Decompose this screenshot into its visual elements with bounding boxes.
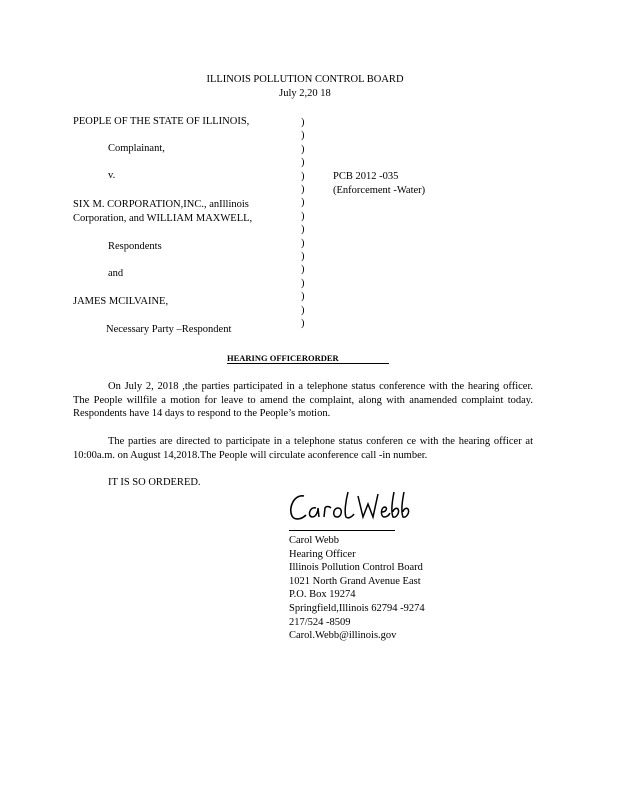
paren: ) [301, 157, 305, 169]
order-date: July 2,20 18 [279, 88, 331, 99]
versus: v. [108, 170, 116, 181]
respondent-line-1: SIX M. CORPORATION,INC., anIllinois [73, 199, 249, 210]
caption-parens [301, 116, 309, 331]
paren: ) [301, 210, 305, 222]
party-role: Necessary Party –Respondent [106, 324, 232, 335]
respondent-line-2: Corporation, and WILLIAM MAXWELL, [73, 213, 253, 224]
complainant-name: PEOPLE OF THE STATE OF ILLINOIS, [73, 116, 250, 127]
signer-organization: Illinois Pollution Control Board [289, 562, 423, 574]
paren: ) [301, 251, 305, 263]
paren: ) [301, 184, 305, 196]
signature-line [289, 530, 395, 531]
case-number: PCB 2012 -035 [333, 171, 399, 182]
and-label: and [108, 268, 124, 279]
phone-number: 217/524 -8509 [289, 616, 351, 628]
paren: ) [301, 264, 305, 276]
paren: ) [301, 197, 305, 209]
paren: ) [301, 170, 305, 182]
signature-block [289, 534, 425, 643]
paren: ) [301, 304, 305, 316]
signer-title: Hearing Officer [289, 548, 356, 560]
signer-name: Carol Webb [289, 535, 339, 546]
paren: ) [301, 117, 305, 128]
closing: IT IS SO ORDERED. [108, 477, 201, 488]
paragraph-1: On July 2, 2018 ,the parties participated in a telephone status conference with the hearing officer. The People willfile a motion for leave to amend the complaint, along with anamended complaint today. Respondents have 14 days to respond to the People’s motion. [73, 381, 533, 419]
board-name: ILLINOIS POLLUTION CONTROL BOARD [206, 74, 404, 85]
paren: ) [301, 318, 305, 330]
paragraph-2: The parties are directed to participate in a telephone status conferen ce with the hearing officer at 10:00a.m. on August 14,2018.The People will circulate aconference call -in number. [73, 436, 533, 461]
paren: ) [301, 224, 305, 236]
address-city: Springfield,Illinois 62794 -9274 [289, 602, 425, 614]
order-title: HEARING OFFICERORDER [227, 353, 389, 364]
paren: ) [301, 143, 305, 155]
email-address: Carol.Webb@illinois.gov [289, 630, 397, 642]
party-name: JAMES MCILVAINE, [73, 296, 169, 307]
paren: ) [301, 237, 305, 249]
complainant-role: Complainant, [108, 143, 165, 154]
paren: ) [301, 277, 305, 289]
case-type: (Enforcement -Water) [333, 185, 426, 196]
address-po-box: P.O. Box 19274 [289, 589, 356, 601]
address-street: 1021 North Grand Avenue East [289, 575, 421, 587]
paren: ) [301, 291, 305, 303]
respondents-role: Respondents [108, 241, 162, 252]
paren: ) [301, 130, 305, 142]
handwritten-signature [286, 486, 416, 530]
